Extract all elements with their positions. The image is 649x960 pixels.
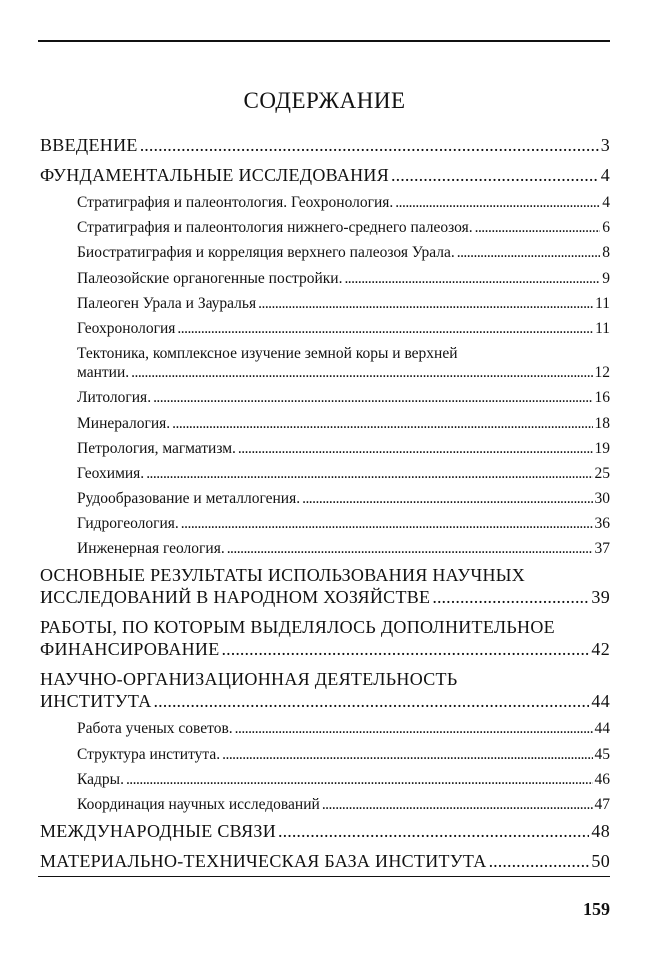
dot-leader (344, 269, 600, 288)
toc-entry-title: Кадры. (77, 770, 124, 788)
toc-entry-page: 39 (591, 587, 610, 608)
dot-leader (258, 294, 593, 313)
page-number: 159 (583, 899, 610, 919)
toc-entry-page: 4 (602, 194, 610, 211)
toc-entry-page: 3 (600, 135, 610, 155)
toc-entry-title: Минералогия. (77, 414, 171, 432)
toc-entry-page: 37 (594, 540, 610, 558)
toc-entry-page: 44 (594, 720, 610, 738)
dot-leader (235, 719, 593, 738)
toc-entry-page: 11 (595, 319, 610, 337)
toc-entry-page: 16 (594, 389, 610, 407)
toc-subsection (77, 439, 610, 458)
dot-leader (489, 850, 590, 872)
dot-leader (238, 439, 593, 458)
toc-entry-page: 44 (591, 691, 610, 712)
dot-leader (395, 193, 600, 212)
toc-entry-title: Геохимия. (77, 464, 145, 482)
toc-entry-title: Биостратиграфия и корреляция верхнего палеозоя Урала. (77, 244, 455, 262)
toc-entry-page: 30 (594, 490, 610, 508)
dot-leader (140, 134, 599, 156)
toc-entry-page: 9 (602, 269, 610, 287)
toc-subsection (77, 770, 610, 789)
toc-entry-title: Координация научных исследований (77, 796, 320, 813)
table-of-contents (40, 134, 610, 872)
toc-subsection (77, 319, 610, 338)
toc-entry-title: Литология. (77, 389, 152, 407)
dot-leader (146, 464, 592, 483)
toc-subsection (77, 414, 610, 433)
toc-entry-page: 42 (591, 639, 610, 660)
toc-section (40, 668, 610, 712)
toc-entry-page: 4 (600, 165, 610, 185)
toc-entry-page: 46 (594, 770, 610, 788)
toc-entry-title-line: Тектоника, комплексное изучение земной коры и верхней (77, 345, 458, 363)
toc-subsection (77, 489, 610, 508)
toc-entry-title-line: РАБОТЫ, ПО КОТОРЫМ ВЫДЕЛЯЛОСЬ ДОПОЛНИТЕЛЬНОЕ (40, 617, 555, 638)
toc-section (40, 564, 610, 608)
toc-subsection (77, 294, 610, 313)
dot-leader (475, 218, 601, 237)
dot-leader (391, 164, 599, 186)
toc-section (40, 820, 610, 842)
toc-subsection (77, 218, 610, 237)
dot-leader (432, 586, 589, 608)
toc-entry-title: ФУНДАМЕНТАЛЬНЫЕ ИССЛЕДОВАНИЯ (40, 165, 390, 185)
toc-section (40, 850, 610, 872)
toc-entry-page: 18 (594, 414, 610, 432)
toc-entry-title: Структура института. (77, 745, 221, 763)
toc-entry-title: Геохронология (77, 319, 176, 337)
toc-entry-title: ВВЕДЕНИЕ (40, 135, 138, 155)
toc-subsection (77, 514, 610, 533)
toc-entry-title: Стратиграфия и палеонтология. Геохронология. (77, 194, 394, 211)
dot-leader (222, 638, 590, 660)
dot-leader (172, 414, 592, 433)
dot-leader (227, 539, 593, 558)
toc-entry-title-line: ОСНОВНЫЕ РЕЗУЛЬТАТЫ ИСПОЛЬЗОВАНИЯ НАУЧНЫХ (40, 565, 526, 586)
dot-leader (154, 690, 590, 712)
dot-leader (322, 795, 593, 814)
top-rule (38, 40, 610, 42)
dot-leader (457, 243, 601, 262)
toc-entry-title: мантии. (77, 364, 130, 382)
dot-leader (177, 319, 593, 338)
toc-subsection (77, 719, 610, 738)
toc-entry-page: 36 (594, 515, 610, 533)
toc-entry-title: МЕЖДУНАРОДНЫЕ СВЯЗИ (40, 821, 277, 841)
dot-leader (302, 489, 592, 508)
dot-leader (278, 820, 589, 842)
toc-entry-title-line: НАУЧНО-ОРГАНИЗАЦИОННАЯ ДЕЯТЕЛЬНОСТЬ (40, 669, 458, 690)
toc-section (40, 164, 610, 186)
toc-subsection (77, 193, 610, 212)
toc-entry-page: 45 (594, 745, 610, 763)
toc-entry-page: 11 (595, 294, 610, 312)
toc-entry-title: МАТЕРИАЛЬНО-ТЕХНИЧЕСКАЯ БАЗА ИНСТИТУТА (40, 851, 487, 871)
toc-section (40, 616, 610, 660)
toc-entry-page: 12 (594, 364, 610, 382)
toc-entry-page: 50 (591, 851, 610, 871)
toc-entry-title: Работа ученых советов. (77, 720, 233, 738)
toc-entry-page: 6 (602, 219, 610, 237)
toc-entry-page: 19 (594, 439, 610, 457)
toc-subsection (77, 795, 610, 814)
toc-entry-title: Петрология, магматизм. (77, 439, 236, 457)
toc-subsection (77, 243, 610, 262)
dot-leader (222, 745, 592, 764)
toc-subsection (77, 344, 610, 382)
dot-leader (131, 363, 592, 382)
toc-entry-title: ИНСТИТУТА (40, 691, 152, 712)
toc-subsection (77, 464, 610, 483)
dot-leader (181, 514, 593, 533)
toc-entry-page: 48 (591, 821, 610, 841)
toc-subsection (77, 539, 610, 558)
bottom-rule (38, 876, 610, 877)
toc-section (40, 134, 610, 156)
toc-entry-title: Палеоген Урала и Зауралья (77, 294, 257, 312)
toc-entry-title: Рудообразование и металлогения. (77, 490, 301, 508)
toc-entry-title: Стратиграфия и палеонтология нижнего-среднего палеозоя. (77, 219, 473, 237)
page-title: СОДЕРЖАНИЕ (243, 88, 406, 113)
toc-subsection (77, 745, 610, 764)
toc-entry-page: 25 (594, 464, 610, 482)
toc-entry-page: 8 (602, 244, 610, 262)
toc-subsection (77, 388, 610, 407)
toc-entry-title: Палеозойские органогенные постройки. (77, 269, 343, 287)
toc-entry-title: ФИНАНСИРОВАНИЕ (40, 639, 220, 660)
toc-entry-title: ИССЛЕДОВАНИЙ В НАРОДНОМ ХОЗЯЙСТВЕ (40, 587, 431, 608)
toc-subsection (77, 269, 610, 288)
toc-entry-title: Инженерная геология. (77, 540, 225, 558)
dot-leader (126, 770, 593, 789)
toc-entry-title: Гидрогеология. (77, 515, 179, 533)
dot-leader (153, 388, 592, 407)
toc-entry-page: 47 (594, 796, 610, 813)
